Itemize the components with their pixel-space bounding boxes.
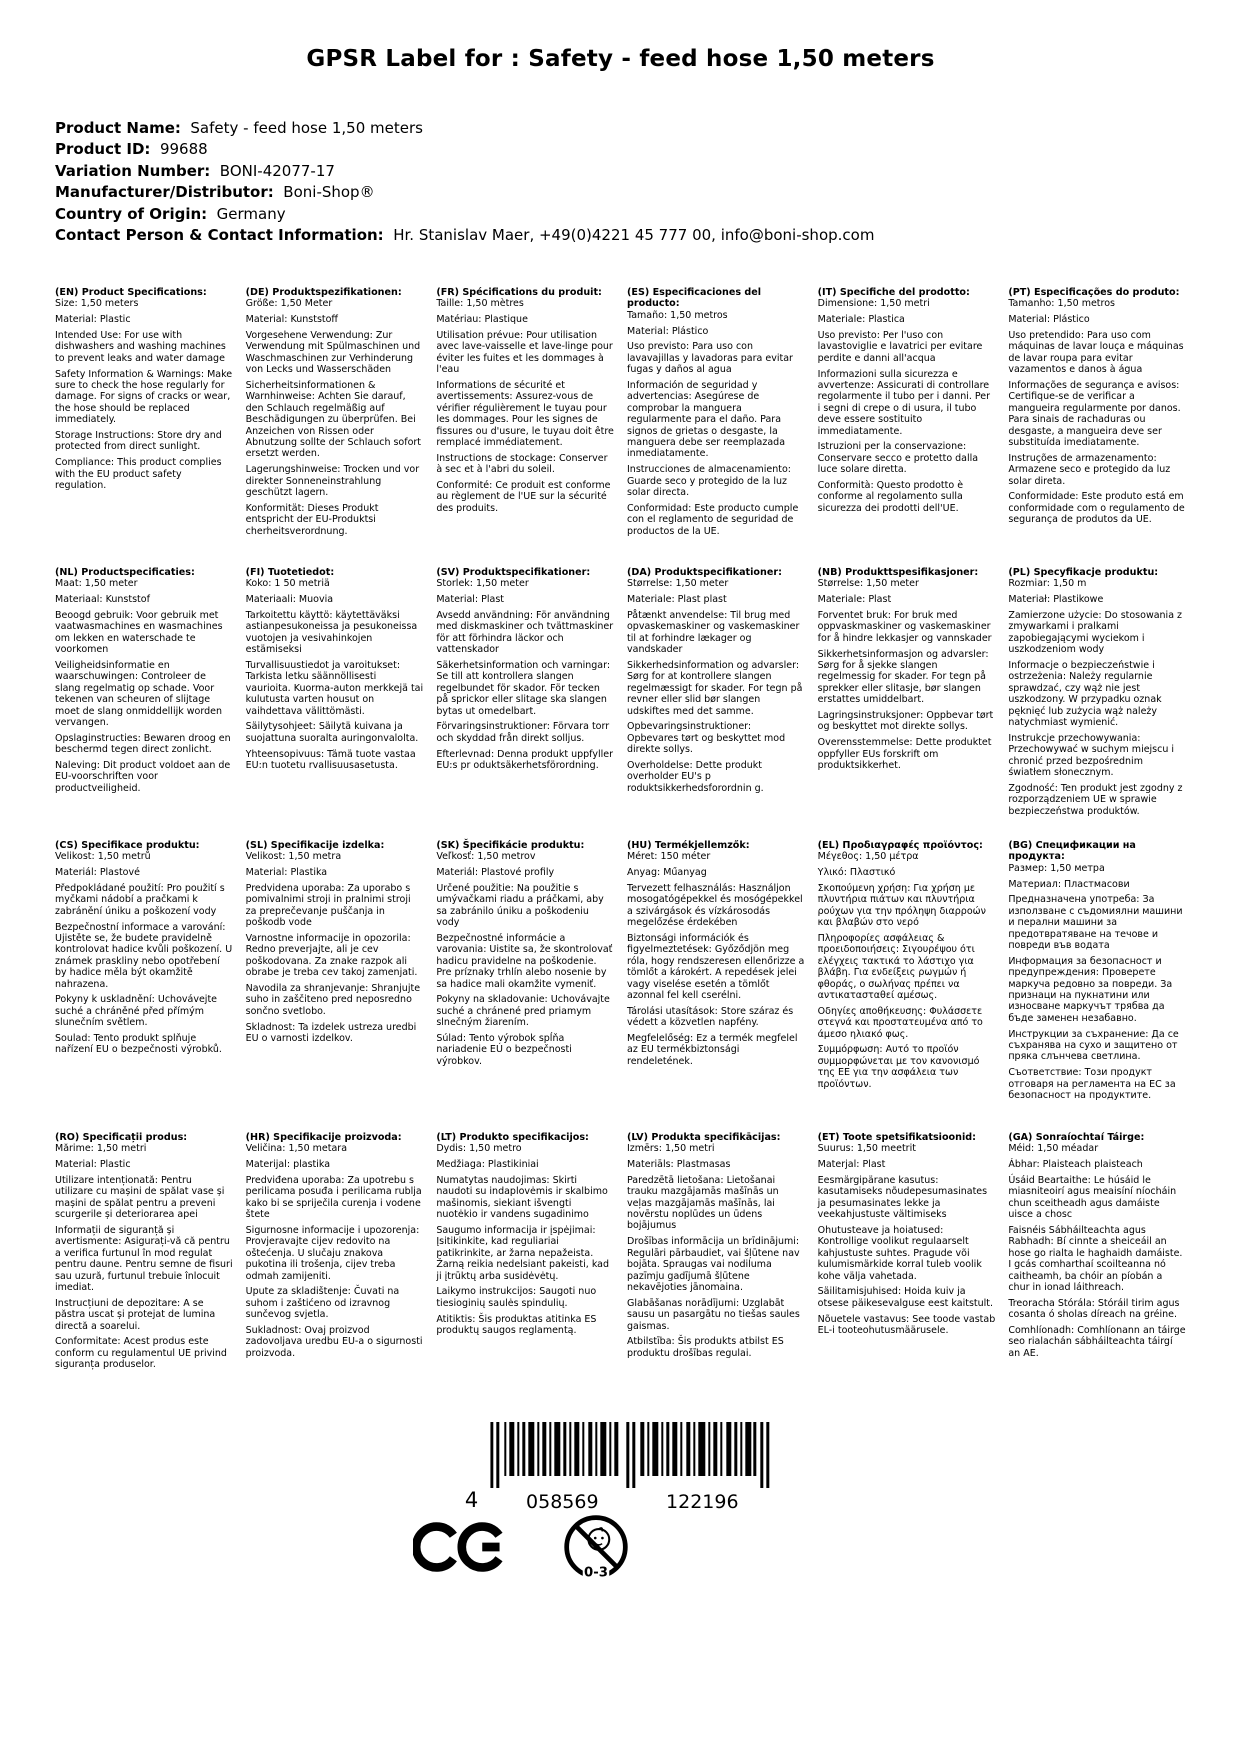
block-paragraph: Förvaringsinstruktioner: Förvara torr och skyddad från direkt solljus. xyxy=(436,721,610,744)
block-paragraph: Информация за безопасност и предупреждения: Проверете маркуча редовно за повреди. За признаци на пукнатини или износване маркучът трябва да бъде заменен незабавно. xyxy=(1008,955,1173,1024)
block-paragraph: Navodila za shranjevanje: Shranjujte suho in zaščiteno pred neposredno sončno svetlobo. xyxy=(245,983,421,1017)
block-paragraph: Overensstemmelse: Dette produktet oppfyller EUs forskrift om produktsikkerhet. xyxy=(817,737,992,772)
block-paragraph: Intended Use: For use with dishwashers and washing machines to prevent leaks and water damage xyxy=(55,329,226,364)
block-paragraph: Size: 1,50 meters xyxy=(55,298,139,310)
block-paragraph: Conformitate: Acest produs este conform cu regulamentul UE privind siguranța produselor. xyxy=(55,1336,227,1371)
block-paragraph: Predvidena uporaba: Za uporabo s pomivalnimi stroji in pralnimi stroji za preprečevanje puščanja in poškodb vode xyxy=(245,882,411,929)
block-heading: (PL) Specyfikacje produktu: xyxy=(1008,566,1159,578)
block-paragraph: Comhlíonadh: Comhlíonann an táirge seo rialachán sábháilteachta táirgí an AE. xyxy=(1008,1325,1186,1359)
block-paragraph: Suurus: 1,50 meetrit xyxy=(817,1143,916,1155)
block-paragraph: Maat: 1,50 meter xyxy=(55,578,138,590)
block-paragraph: Beoogd gebruik: Voor gebruik met vaatwasmachines en wasmachines om lekken en waterschade te voorkomen xyxy=(55,609,223,656)
block-paragraph: Pokyny k uskladnění: Uchovávejte suché a chráněné před přímým slunečním světlem. xyxy=(55,994,218,1029)
language-block-ro xyxy=(55,1132,233,1376)
product-info-row xyxy=(55,204,1186,225)
product-info-row xyxy=(55,182,1186,203)
block-paragraph: Informații de siguranță și avertismente: Asigurați-vă că pentru a verifica furtunul în mod regulat pentru daune. Pentru semne de fisuri sau uzură, furtunul trebuie înlocuit imediat. xyxy=(55,1224,233,1293)
block-paragraph: Laikymo instrukcijos: Saugoti nuo tiesioginių saulės spindulių. xyxy=(436,1286,597,1309)
block-heading: (RO) Specificații produs: xyxy=(55,1131,188,1143)
page-title: GPSR Label for : Safety - feed hose 1,50 meters xyxy=(306,46,935,72)
block-paragraph: Инструкции за съхранение: Да се съхранява на сухо и защитено от пряка слънчева светлина. xyxy=(1008,1028,1179,1063)
block-heading: (SK) Špecifikácie produktu: xyxy=(436,839,585,851)
block-paragraph: Material: Plast xyxy=(436,594,505,606)
block-heading: (LT) Produkto specifikacijos: xyxy=(436,1131,589,1143)
block-paragraph: Säkerhetsinformation och varningar: Se till att kontrollera slangen regelbundet för skador. För tecken på sprickor eller slitage ska slangen bytas ut omedelbart. xyxy=(436,659,611,717)
block-heading: (NB) Produkttspesifikasjoner: xyxy=(817,566,979,578)
block-paragraph: Instrukcje przechowywania: Przechowywać w suchym miejscu i chronić przed bezpośrednim światłem słonecznym. xyxy=(1008,732,1175,778)
block-paragraph: Turvallisuustiedot ja varoitukset: Tarkista letku säännöllisesti vaurioita. Kuorma-auton merkkejä tai kulutusta varten housut on vaihdettava välittömästi. xyxy=(245,659,424,717)
block-paragraph: Instruções de armazenamento: Armazene seco e protegido da luz solar direta. xyxy=(1008,452,1171,487)
language-block-cs xyxy=(55,840,233,1061)
block-paragraph: Materiale: Plastica xyxy=(817,314,905,326)
block-paragraph: Zamierzone użycie: Do stosowania z zmywarkami i pralkami zapobiegającymi wyciekom i uszkodzeniom wody xyxy=(1008,609,1183,656)
product-info-label: Product Name: xyxy=(55,119,181,137)
block-paragraph: Izmērs: 1,50 metri xyxy=(627,1143,715,1155)
block-paragraph: Ábhar: Plaisteach plaisteach xyxy=(1008,1159,1143,1171)
language-block-sl xyxy=(246,840,424,1049)
language-block-nb xyxy=(818,567,996,776)
block-paragraph: Sikkerhetsinformasjon og advarsler: Sørg for å sjekke slangen regelmessig for skader. For tegn på sprekker eller slitasje, bør slangen erstattes umiddelbart. xyxy=(817,648,989,706)
block-paragraph: Utilisation prévue: Pour utilisation avec lave-vaisselle et lave-linge pour éviter les fuites et les dommages à l'eau xyxy=(436,329,613,376)
block-heading: (ET) Toote spetsifikatsioonid: xyxy=(817,1131,976,1143)
block-paragraph: Drošības informācija un brīdinājumi: Regulāri pārbaudiet, vai šļūtene nav bojāta. Spraugas vai nodiluma pazīmju gadījumā šļūtene nekavējoties jānomaina. xyxy=(627,1236,800,1293)
block-paragraph: Dydis: 1,50 metro xyxy=(436,1143,522,1155)
language-block-pt xyxy=(1008,287,1186,531)
block-paragraph: Materiał: Plastikowe xyxy=(1008,594,1104,606)
block-paragraph: Konformität: Dieses Produkt entspricht der EU-Produktsi cherheitsverordnung. xyxy=(245,502,379,537)
block-paragraph: Πληροφορίες ασφάλειας & προειδοποιήσεις: Σιγουρέψου ότι ελέγχεις τακτικά το λάστιχο για βλάβη. Για ενδείξεις ρωγμών ή φθοράς, ο σωλήνας πρέπει να αντικατασταθεί αμέσως. xyxy=(817,932,975,1001)
block-heading: (DA) Produktspecifikationer: xyxy=(627,566,782,578)
block-paragraph: Istruzioni per la conservazione: Conservare secco e protetto dalla luce solare diretta. xyxy=(817,441,979,476)
block-paragraph: Υλικό: Πλαστικό xyxy=(817,867,896,879)
block-paragraph: Súlad: Tento výrobok spĺňa nariadenie EÚ o bezpečnosti výrobkov. xyxy=(436,1033,572,1067)
block-paragraph: Mărime: 1,50 metri xyxy=(55,1143,147,1155)
block-paragraph: Tarkoitettu käyttö: käytettäväksi astianpesukoneissa ja pesukoneissa vuotojen ja vesivahinkojen estämiseksi xyxy=(245,609,418,656)
block-paragraph: Predviđena uporaba: Za upotrebu s perilicama posuđa i perilicama rublja kako bi se spriječila curenja i vodene štete xyxy=(245,1174,422,1221)
block-paragraph: Sicherheitsinformationen & Warnhinweise: Achten Sie darauf, den Schlauch regelmäßig auf Beschädigungen zu überprüfen. Bei Anzeichen von Rissen oder Abnutzung sollte der Schlauch sofort ersetzt werden. xyxy=(245,379,422,460)
block-paragraph: Naleving: Dit product voldoet aan de EU-voorschriften voor productveiligheid. xyxy=(55,760,231,794)
block-paragraph: Tervezett felhasználás: Használjon mosogatógépekkel és mosógépekkel a szivárgások és vízkárosodás megelőzése érdekében xyxy=(627,882,803,929)
product-info-value: Safety - feed hose 1,50 meters xyxy=(180,119,423,137)
product-info-row xyxy=(55,161,1186,182)
block-paragraph: Velikost: 1,50 metra xyxy=(245,851,342,863)
block-paragraph: Upute za skladištenje: Čuvati na suhom i zaštićeno od izravnog sunčevog svjetla. xyxy=(245,1286,400,1321)
block-paragraph: Conformidade: Este produto está em conformidade com o regulamento de segurança de produtos da UE. xyxy=(1008,491,1185,526)
block-paragraph: Vorgesehene Verwendung: Zur Verwendung mit Spülmaschinen und Waschmaschinen zur Verhinderung von Lecks und Wasserschäden xyxy=(245,329,421,376)
age-warning-0-3-icon xyxy=(561,1512,631,1582)
language-block-lt xyxy=(436,1132,614,1341)
block-heading: (EL) Προδιαγραφές προϊόντος: xyxy=(817,839,983,851)
block-paragraph: Numatytas naudojimas: Skirti naudoti su indaplovėmis ir skalbimo mašinomis, siekiant išvengti nuotėkio ir vandens sugadinimo xyxy=(436,1174,608,1221)
block-paragraph: Ohutusteave ja hoiatused: Kontrollige voolikut regulaarselt kahjustuste suhtes. Pragude või kulumismärkide korral tuleb voolik kohe välja vahetada. xyxy=(817,1224,982,1282)
block-paragraph: Uso previsto: Para uso con lavavajillas y lavadoras para evitar fugas y daños al agua xyxy=(627,341,793,376)
block-paragraph: Opslaginstructies: Bewaren droog en beschermd tegen direct zonlicht. xyxy=(55,732,231,756)
block-paragraph: Materijal: plastika xyxy=(245,1159,331,1171)
block-paragraph: Sigurnosne informacije i upozorenja: Provjeravajte cijev redovito na oštećenja. U slučaju znakova pukotina ili trošenja, cijev treba odmah zamijeniti. xyxy=(245,1224,420,1282)
block-paragraph: Material: Plástico xyxy=(1008,314,1090,326)
block-paragraph: Yhteensopivuus: Tämä tuote vastaa EU:n tuotetu rvallisuusasetusta. xyxy=(245,748,416,772)
language-block-el xyxy=(818,840,996,1095)
language-block-en xyxy=(55,287,233,496)
barcode xyxy=(465,1422,776,1514)
block-paragraph: Bezpečnostní informace a varování: Ujistěte se, že budete pravidelně kontrolovat hadice kvůli poškození. U známek praskliny nebo opotřebení by hadice měla být okamžitě nahrazena. xyxy=(55,921,233,990)
block-paragraph: Nõuetele vastavus: See toode vastab EL-i tooteohutusmäärusele. xyxy=(817,1313,996,1337)
block-paragraph: Předpokládané použití: Pro použití s myčkami nádobí a pračkami k zabránění úniku a poškození vody xyxy=(55,882,225,917)
language-block-da xyxy=(627,567,805,799)
block-paragraph: Utilizare intenționată: Pentru utilizare cu mașini de spălat vase și mașini de spălat pentru a preveni scurgerile și deteriorarea apei xyxy=(55,1174,225,1221)
block-paragraph: Efterlevnad: Denna produkt uppfyller EU:s pr oduktsäkerhetsförordning. xyxy=(436,748,613,772)
block-paragraph: Предназначена употреба: За използване с съдомиялни машини и перални машини за предотвратяване на течове и повреди във водата xyxy=(1008,894,1183,951)
block-paragraph: Soulad: Tento produkt splňuje nařízení EU o bezpečnosti výrobků. xyxy=(55,1033,222,1056)
block-paragraph: Velikost: 1,50 metrů xyxy=(55,851,151,863)
language-block-bg xyxy=(1008,840,1186,1106)
language-blocks-grid xyxy=(55,287,1186,1376)
language-block-pl xyxy=(1008,567,1186,822)
barcode-icon xyxy=(490,1422,776,1514)
product-info-label: Contact Person & Contact Information: xyxy=(55,226,384,245)
block-paragraph: Material: Plastika xyxy=(245,867,328,879)
block-heading: (PT) Especificações do produto: xyxy=(1008,286,1180,298)
block-heading: (SV) Produktspecifikationer: xyxy=(436,566,591,578)
block-paragraph: Conformità: Questo prodotto è conforme al regolamento sulla sicurezza dei prodotti dell'UE. xyxy=(817,480,964,514)
block-paragraph: Material: Plastic xyxy=(55,1159,131,1171)
barcode-group2: 122196 xyxy=(665,1491,739,1513)
block-paragraph: Forventet bruk: For bruk med oppvaskmaskiner og vaskemaskiner for å hindre lekkasjer og vannskader xyxy=(817,609,992,644)
block-paragraph: Atitiktis: Šis produktas atitinka ES produktų saugos reglamentą. xyxy=(436,1313,597,1337)
block-paragraph: Compliance: This product complies with the EU product safety regulation. xyxy=(55,457,222,492)
block-paragraph: Opbevaringsinstruktioner: Opbevares tørt og beskyttet mod direkte sollys. xyxy=(627,721,786,756)
block-paragraph: Storlek: 1,50 meter xyxy=(436,578,529,590)
block-paragraph: Dimensione: 1,50 metri xyxy=(817,298,930,310)
language-block-fr xyxy=(436,287,614,519)
block-paragraph: Съответствие: Този продукт отговаря на регламента на ЕС за безопасност на продуктите. xyxy=(1008,1067,1176,1102)
block-paragraph: Lagringsinstruksjoner: Oppbevar tørt og beskyttet mot direkte sollys. xyxy=(817,710,994,733)
barcode-group1: 058569 xyxy=(525,1491,599,1513)
language-block-et xyxy=(818,1132,996,1341)
language-block-hr xyxy=(246,1132,424,1364)
block-paragraph: Material: Plástico xyxy=(627,325,709,337)
language-block-fi xyxy=(246,567,424,776)
language-block-lv xyxy=(627,1132,805,1364)
block-heading: (HR) Specifikacije proizvoda: xyxy=(245,1131,402,1143)
block-paragraph: Určené použitie: Na použitie s umývačkami riadu a práčkami, aby sa zabránilo úniku a poškodeniu vody xyxy=(436,882,604,929)
product-info-value: Germany xyxy=(207,204,286,223)
block-paragraph: Uso previsto: Per l'uso con lavastoviglie e lavatrici per evitare perdite e danni all'acqua xyxy=(817,329,983,364)
product-info-label: Country of Origin: xyxy=(55,204,208,223)
block-paragraph: Lagerungshinweise: Trocken und vor direkter Sonneneinstrahlung geschützt lagern. xyxy=(245,464,420,498)
block-paragraph: Säilitamisjuhised: Hoida kuiv ja otsese päikesevalguse eest kaitstult. xyxy=(817,1286,994,1309)
product-info-label: Manufacturer/Distributor: xyxy=(55,183,274,202)
block-paragraph: Avsedd användning: För användning med diskmaskiner och tvättmaskiner för att förhindra läckor och vattenskador xyxy=(436,609,614,656)
block-paragraph: Medžiaga: Plastikiniai xyxy=(436,1159,539,1171)
product-info-value: Boni-Shop® xyxy=(273,183,375,202)
block-paragraph: Conformidad: Este producto cumple con el reglamento de seguridad de productos de la UE. xyxy=(627,502,799,537)
block-heading: (SL) Specifikacije izdelka: xyxy=(245,839,385,851)
compliance-symbols xyxy=(413,1512,631,1582)
block-paragraph: Saugumo informacija ir įspėjimai: Įsitikinkite, kad reguliariai patikrinkite, ar žarna nepažeista. Žarną reikia nedelsiant pakeisti, kad ji įtrūktų arba susidėvėtų. xyxy=(436,1224,610,1282)
block-paragraph: Instrucciones de almacenamiento: Guarde seco y protegido de la luz solar directa. xyxy=(627,464,791,499)
language-block-es xyxy=(627,287,805,542)
block-heading: (DE) Produktspezifikationen: xyxy=(245,286,402,298)
block-paragraph: Sikkerhedsinformation og advarsler: Sørg for at kontrollere slangen regelmæssigt for skader. For tegn på revner eller slid bør slangen udskiftes med det samme. xyxy=(627,659,803,717)
block-paragraph: Skladnost: Ta izdelek ustreza uredbi EU o varnosti izdelkov. xyxy=(245,1021,417,1045)
language-block-sv xyxy=(436,567,614,776)
product-info-label: Variation Number: xyxy=(55,161,211,180)
product-info-label: Product ID: xyxy=(55,140,151,159)
block-paragraph: Taille: 1,50 mètres xyxy=(436,298,524,310)
block-paragraph: Størrelse: 1,50 meter xyxy=(627,578,729,590)
block-heading: (BG) Спецификации на продукта: xyxy=(1008,839,1136,863)
block-paragraph: Storage Instructions: Store dry and protected from direct sunlight. xyxy=(55,430,222,453)
block-paragraph: Materiál: Plastové xyxy=(55,867,140,879)
block-paragraph: Uso pretendido: Para uso com máquinas de lavar louça e máquinas de lavar roupa para evitar vazamentos e danos à água xyxy=(1008,329,1184,376)
block-heading: (FI) Tuotetiedot: xyxy=(245,566,335,578)
block-paragraph: Méret: 150 méter xyxy=(627,851,711,863)
block-paragraph: Varnostne informacije in opozorila: Redno preverjajte, ali je cev poškodovana. Za znake razpok ali obrabe je treba cev takoj zamenjati. xyxy=(245,932,418,979)
product-info-row xyxy=(55,225,1186,246)
block-paragraph: Material: Kunststoff xyxy=(245,314,338,326)
block-paragraph: Säilytysohjeet: Säilytä kuivana ja suojattuna suoralta auringonvalolta. xyxy=(245,721,419,744)
block-paragraph: Biztonsági információk és figyelmeztetések: Győződjön meg róla, hogy rendszeresen ellenőrizze a tömlőt a károkért. A repedések jelei vagy viselése esetén a tömlőt azonnal fel kell cserélni. xyxy=(627,932,805,1001)
block-heading: (IT) Specifiche del prodotto: xyxy=(817,286,970,298)
product-info-row xyxy=(55,118,1186,139)
block-paragraph: Paredzētā lietošana: Lietošanai trauku mazgājamās mašīnās un veļas mazgājamās mašīnās, lai novērstu noplūdes un ūdens bojājumus xyxy=(627,1174,779,1232)
block-heading: (GA) Sonraíochtaí Táirge: xyxy=(1008,1131,1145,1143)
block-paragraph: Faisnéis Sábháilteachta agus Rabhadh: Bí cinnte a sheiceáil an hose go rialta le haghaidh damáiste. I gcás comharthaí scoilteanna nó caitheamh, ba chóir an píobán a chur in ionad láithreach. xyxy=(1008,1224,1183,1293)
block-paragraph: Úsáid Beartaithe: Le húsáid le miasniteoirí agus meaisíní níocháin chun sceitheadh agus damáiste uisce a chosc xyxy=(1008,1174,1177,1221)
block-paragraph: Méid: 1,50 méadar xyxy=(1008,1143,1099,1155)
block-paragraph: Μέγεθος: 1,50 μέτρα xyxy=(817,851,919,863)
block-paragraph: Eesmärgipärane kasutus: kasutamiseks nõudepesumasinates ja pesumasinates lekke ja veekahjustuste vältimiseks xyxy=(817,1174,988,1221)
product-info xyxy=(55,118,1186,247)
block-paragraph: Materiale: Plast xyxy=(817,594,892,606)
block-heading: (ES) Especificaciones del producto: xyxy=(627,286,762,310)
block-paragraph: Størrelse: 1,50 meter xyxy=(817,578,919,590)
block-paragraph: Pokyny na skladovanie: Uchovávajte suché a chránené pred priamym slnečným žiarením. xyxy=(436,994,610,1029)
block-paragraph: Treoracha Stórála: Stóráil tirim agus cosanta ó sholas díreach na gréine. xyxy=(1008,1297,1180,1321)
block-heading: (EN) Product Specifications: xyxy=(55,286,207,298)
block-paragraph: Overholdelse: Dette produkt overholder EU's p roduktsikkerhedsforordnin g. xyxy=(627,760,764,794)
block-heading: (FR) Spécifications du produit: xyxy=(436,286,602,298)
block-paragraph: Informações de segurança e avisos: Certifique-se de verificar a mangueira regularmente por danos. Para sinais de rachaduras ou desgaste, a mangueira deve ser substituída imediatamente. xyxy=(1008,379,1181,448)
block-paragraph: Atbilstība: Šis produkts atbilst ES produktu drošības regulai. xyxy=(627,1336,784,1359)
language-block-hu xyxy=(627,840,805,1072)
block-paragraph: Megfelelőség: Ez a termék megfelel az EU termékbiztonsági rendeletének. xyxy=(627,1033,798,1067)
barcode-prefix-digit: 4 xyxy=(464,1488,479,1512)
block-paragraph: Материал: Пластмасови xyxy=(1008,878,1130,890)
block-paragraph: Размер: 1,50 метра xyxy=(1008,862,1105,874)
block-paragraph: Größe: 1,50 Meter xyxy=(245,298,333,310)
block-paragraph: Safety Information & Warnings: Make sure to check the hose regularly for damage. For signs of cracks or wear, the hose should be replaced immediately. xyxy=(55,368,233,426)
language-block-nl xyxy=(55,567,233,799)
block-paragraph: Veiligheidsinformatie en waarschuwingen: Controleer de slang regelmatig op schade. Voor tekenen van scheuren of slijtage moet de slang onmiddellijk worden vervangen. xyxy=(55,659,222,728)
block-paragraph: Tamaño: 1,50 metros xyxy=(627,309,728,321)
language-block-sk xyxy=(436,840,614,1072)
block-paragraph: Información de seguridad y advertencias: Asegúrese de comprobar la manguera regularmente para el daño. Para signos de grietas o desgaste, la manguera debe ser reemplazada inmediatamente. xyxy=(627,380,786,460)
block-paragraph: Glabāšanas norādījumi: Uzglabāt sausu un pasargātu no tiešas saules gaismas. xyxy=(627,1297,800,1332)
block-paragraph: Instrucțiuni de depozitare: A se păstra uscat și protejat de lumina directă a soarelui. xyxy=(55,1297,216,1332)
block-paragraph: Informacje o bezpieczeństwie i ostrzeżenia: Należy regularnie sprawdzać, czy wąż nie jest uszkodzony. W przypadku oznak pęknięć lub zużycia wąż należy natychmiast wymienić. xyxy=(1008,659,1162,728)
block-paragraph: Anyag: Műanyag xyxy=(627,867,707,879)
block-paragraph: Koko: 1 50 metriä xyxy=(245,578,330,590)
block-paragraph: Instructions de stockage: Conserver à sec et à l'abri du soleil. xyxy=(436,452,608,476)
language-block-de xyxy=(246,287,424,542)
block-heading: (HU) Termékjellemzők: xyxy=(627,839,750,851)
product-info-row xyxy=(55,139,1186,160)
block-paragraph: Συμμόρφωση: Αυτό το προϊόν συμμορφώνεται με τον κανονισμό της ΕΕ για την ασφάλεια των προϊόντων. xyxy=(817,1044,980,1090)
block-paragraph: Materiale: Plast plast xyxy=(627,594,727,606)
block-paragraph: Tamanho: 1,50 metros xyxy=(1008,298,1115,310)
block-paragraph: Rozmiar: 1,50 m xyxy=(1008,578,1087,590)
block-paragraph: Informazioni sulla sicurezza e avvertenze: Assicurati di controllare regolarmente il tubo per i danni. Per i segni di crepe o di usura, il tubo deve essere sostituito immediatamente. xyxy=(817,368,991,437)
block-paragraph: Zgodność: Ten produkt jest zgodny z rozporządzeniem UE w sprawie bezpieczeństwa produktów. xyxy=(1008,782,1183,817)
ce-mark-icon xyxy=(413,1521,509,1573)
block-paragraph: Matériau: Plastique xyxy=(436,314,528,326)
block-paragraph: Veličina: 1,50 metara xyxy=(245,1143,348,1155)
block-paragraph: Sukladnost: Ovaj proizvod zadovoljava uredbu EU-a o sigurnosti proizvoda. xyxy=(245,1325,423,1359)
block-paragraph: Conformité: Ce produit est conforme au règlement de l'UE sur la sécurité des produits. xyxy=(436,480,611,514)
block-paragraph: Material: Plastic xyxy=(55,314,131,326)
block-heading: (LV) Produkta specifikācijas: xyxy=(627,1131,781,1143)
block-paragraph: Veľkosť: 1,50 metrov xyxy=(436,851,536,863)
language-block-ga xyxy=(1008,1132,1186,1364)
language-block-it xyxy=(818,287,996,519)
block-heading: (NL) Productspecificaties: xyxy=(55,566,195,578)
block-paragraph: Tárolási utasítások: Store száraz és védett a közvetlen napfény. xyxy=(627,1005,794,1029)
block-paragraph: Bezpečnostné informácie a varovania: Uistite sa, že skontrolovať hadicu pravidelne na poškodenie. Pre príznaky trhlín alebo nosenie by sa hadice mali okamžite vymeniť. xyxy=(436,932,613,990)
block-paragraph: Materiaal: Kunststof xyxy=(55,594,150,606)
block-paragraph: Påtænkt anvendelse: Til brug med opvaskemaskiner og vaskemaskiner til at forhindre lækager og vandskader xyxy=(627,609,800,656)
block-paragraph: Materiál: Plastové profily xyxy=(436,867,555,879)
product-info-value: 99688 xyxy=(150,140,208,159)
block-paragraph: Σκοπούμενη χρήση: Για χρήση με πλυντήρια πιάτων και πλυντήρια ρούχων για την πρόληψη διαρροών και βλαβών στο νερό xyxy=(817,882,986,929)
block-heading: (CS) Specifikace produktu: xyxy=(55,839,200,851)
product-info-value: BONI-42077-17 xyxy=(210,161,335,180)
block-paragraph: Οδηγίες αποθήκευσης: Φυλάσσετε στεγνά και προστατευμένα από το άμεσο ηλιακό φως. xyxy=(817,1005,983,1040)
block-paragraph: Materiāls: Plastmasas xyxy=(627,1159,731,1171)
product-info-value: Hr. Stanislav Maer, +49(0)4221 45 777 00, info@boni-shop.com xyxy=(383,226,875,245)
block-paragraph: Materjal: Plast xyxy=(817,1159,886,1171)
block-paragraph: Materiaali: Muovia xyxy=(245,594,334,606)
block-paragraph: Informations de sécurité et avertissements: Assurez-vous de vérifier régulièrement le tuyau pour les dommages. Pour les signes de fissures ou d'usure, le tuyau doit être remplacé immédiatement. xyxy=(436,379,614,448)
age-warning-label: 0-3 xyxy=(584,1565,608,1581)
